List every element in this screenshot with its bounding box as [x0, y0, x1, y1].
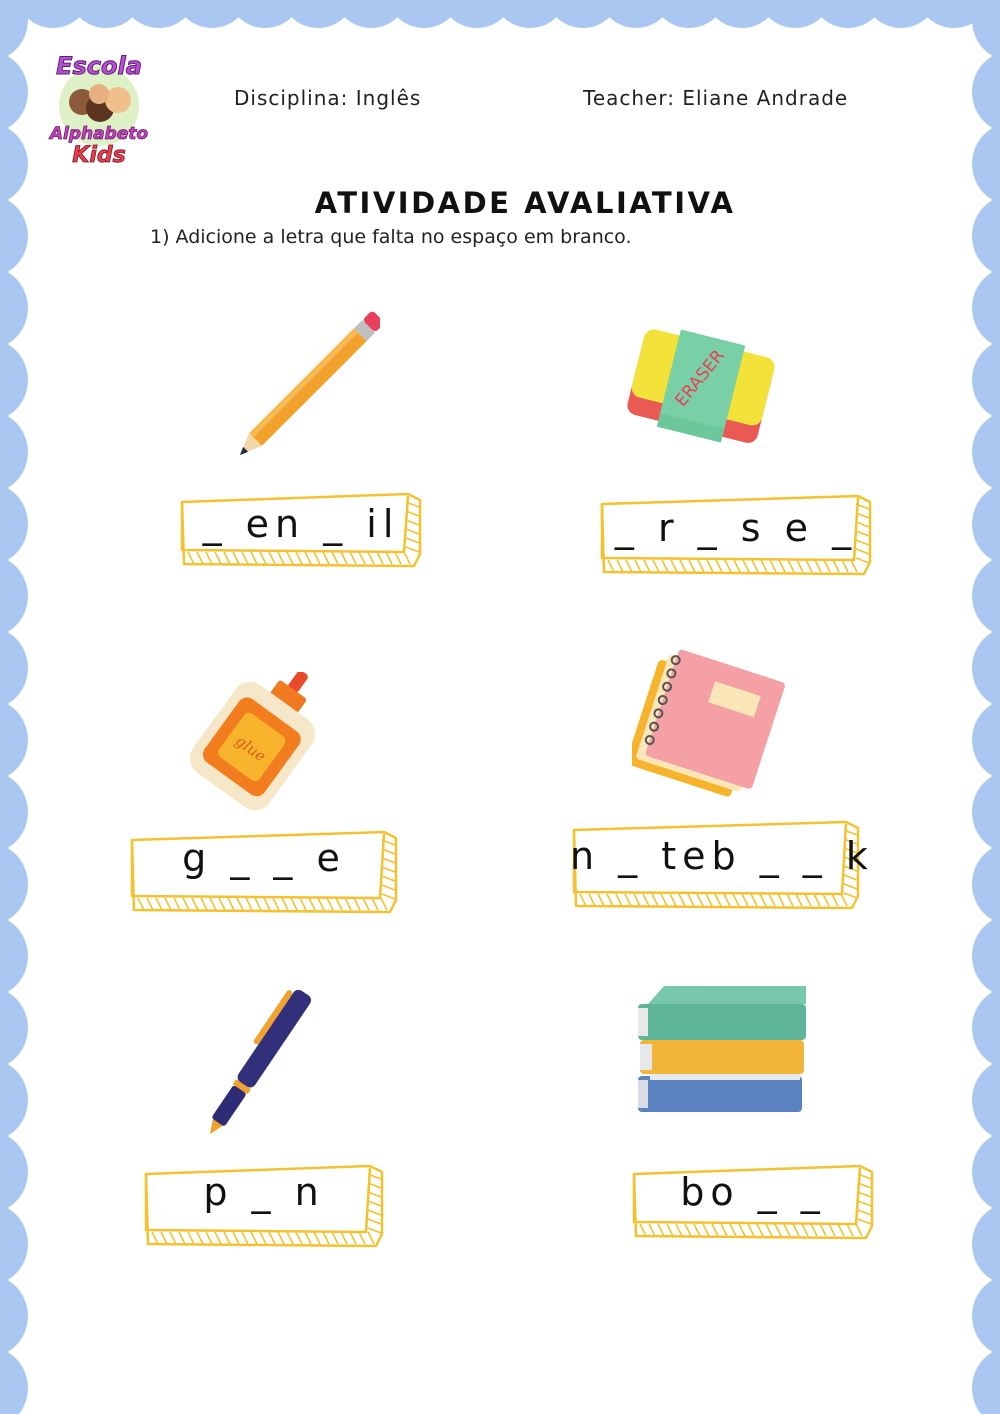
glue-picture — [180, 672, 358, 814]
pencil-picture — [230, 310, 380, 460]
svg-text:Kids: Kids — [72, 143, 126, 168]
svg-text:Alphabeto: Alphabeto — [49, 124, 149, 144]
page-title: ATIVIDADE AVALIATIVA — [314, 186, 736, 220]
answer-box-notebook[interactable] — [570, 818, 874, 912]
svg-text:Escola: Escola — [56, 52, 142, 80]
svg-text:ERASER: ERASER — [671, 346, 729, 411]
answer-box-books[interactable] — [630, 1162, 876, 1242]
word-prompt-eraser: _ r _ s e _ — [614, 506, 858, 550]
school-logo — [40, 44, 158, 168]
instruction-text: 1) Adicione a letra que falta no espaço em branco. — [150, 226, 632, 248]
books-picture — [634, 984, 812, 1120]
answer-box-glue[interactable] — [128, 828, 400, 916]
answer-box-pen[interactable] — [142, 1162, 386, 1250]
subject-label: Disciplina: Inglês — [234, 86, 422, 110]
word-prompt-pen: p _ n — [203, 1170, 325, 1214]
answer-box-eraser[interactable] — [598, 492, 874, 578]
word-prompt-glue: g _ _ e — [182, 836, 346, 880]
word-prompt-books: bo _ _ — [680, 1170, 826, 1214]
answer-box-pencil[interactable] — [178, 490, 424, 570]
eraser-picture — [625, 320, 775, 462]
svg-text:glue: glue — [232, 731, 270, 766]
word-prompt-pencil: _ en _ il — [202, 502, 400, 546]
pen-picture — [200, 990, 330, 1140]
teacher-label: Teacher: Eliane Andrade — [583, 86, 849, 110]
notebook-picture — [632, 640, 802, 808]
word-prompt-notebook: n _ teb _ _ k — [570, 834, 874, 878]
